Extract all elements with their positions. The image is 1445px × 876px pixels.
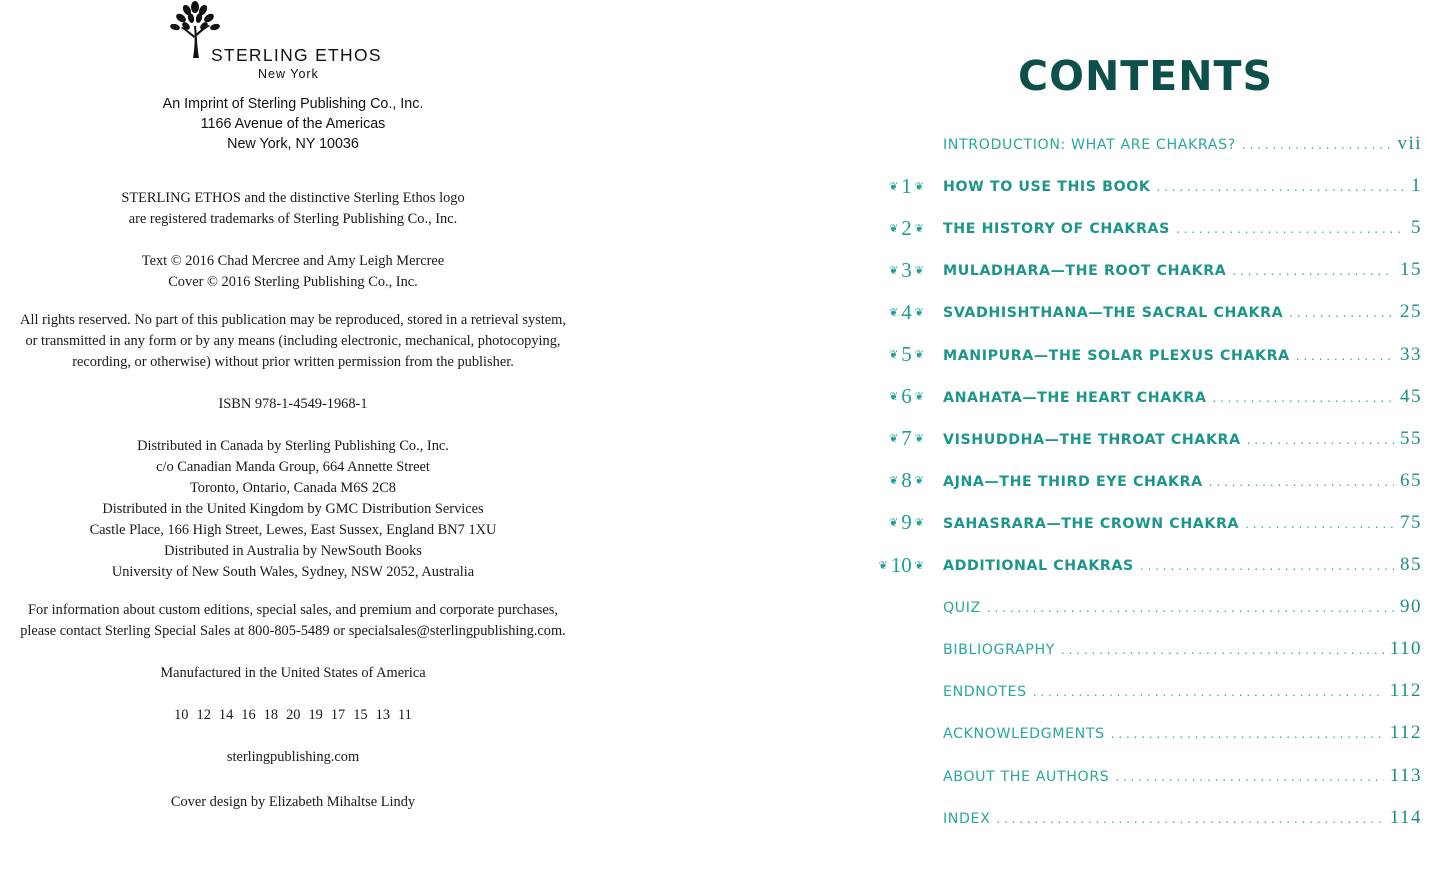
manufactured-note: Manufactured in the United States of America (160, 665, 426, 681)
toc-label: ENDNOTES (943, 684, 1027, 701)
toc-page-number: 25 (1400, 301, 1422, 323)
sales-line: please contact Sterling Special Sales at 800-805-5489 or specialsales@sterlingpublishing.com. (20, 623, 566, 639)
dot-leader (1213, 386, 1394, 410)
dot-leader (996, 807, 1383, 831)
chapter-number: 6 (901, 384, 912, 409)
dot-leader (1061, 638, 1384, 662)
chapter-marker (860, 174, 924, 198)
toc-label: MANIPURA—THE SOLAR PLEXUS CHAKRA (943, 347, 1290, 364)
chapter-marker (860, 427, 924, 451)
distribution-line: Distributed in the United Kingdom by GMC Distribution Services (102, 501, 484, 517)
imprint-line: An Imprint of Sterling Publishing Co., Inc. (162, 96, 424, 112)
toc-entry (860, 721, 1422, 745)
toc-entry (860, 258, 1422, 282)
website: sterlingpublishing.com (226, 749, 360, 765)
toc-label: AJNA—THE THIRD EYE CHAKRA (943, 473, 1203, 490)
toc-line (943, 553, 1422, 577)
rights-block (0, 310, 586, 373)
cover-design-credit: Cover design by Elizabeth Mihaltse Lindy (170, 794, 416, 810)
copyright-line: Text © 2016 Chad Mercree and Amy Leigh Mercree (141, 253, 445, 269)
print-number: 19 (308, 707, 323, 723)
dot-leader (1289, 301, 1394, 325)
toc-line (943, 637, 1422, 661)
ornament-icon: ❦ (889, 221, 899, 235)
chapter-marker (860, 595, 924, 619)
toc-entry (860, 511, 1422, 535)
toc-line (943, 511, 1422, 535)
print-number: 13 (375, 707, 391, 723)
ornament-icon: ❦ (889, 474, 899, 488)
chapter-number: 1 (901, 173, 912, 198)
distribution-line: Castle Place, 166 High Street, Lewes, East Sussex, England BN7 1XU (89, 522, 497, 538)
toc-page-number: 1 (1411, 175, 1422, 197)
distribution-line: Distributed in Australia by NewSouth Books (164, 543, 422, 559)
ornament-icon: ❦ (914, 432, 924, 446)
print-number: 17 (330, 707, 346, 723)
chapter-marker (860, 721, 924, 745)
toc-label: INTRODUCTION: WHAT ARE CHAKRAS? (943, 137, 1236, 153)
dot-leader (1245, 512, 1394, 536)
toc-entry (860, 132, 1422, 156)
imprint-line: 1166 Avenue of the Americas (200, 116, 386, 132)
toc-page-number: 45 (1400, 385, 1422, 407)
chapter-marker (860, 679, 924, 703)
toc-entry (860, 343, 1422, 367)
toc-label: ACKNOWLEDGMENTS (943, 726, 1105, 743)
chapter-number: 7 (901, 426, 912, 451)
chapter-number: 10 (890, 552, 912, 577)
chapter-marker (860, 132, 924, 156)
toc-page-number: 112 (1389, 722, 1422, 744)
toc-line (943, 806, 1422, 830)
toc-page-number: 15 (1400, 259, 1422, 281)
dot-leader (1140, 554, 1394, 578)
toc-page-number: 55 (1400, 427, 1422, 449)
chapter-marker (860, 258, 924, 282)
chapter-marker (860, 511, 924, 535)
chapter-marker (860, 764, 924, 788)
print-number: 15 (353, 707, 368, 723)
dot-leader (1033, 680, 1384, 704)
toc-line (943, 427, 1422, 451)
toc-entry (860, 764, 1422, 788)
ornament-icon: ❦ (889, 432, 899, 446)
dot-leader (1157, 175, 1406, 199)
copyright-line: Cover © 2016 Sterling Publishing Co., Inc. (168, 274, 418, 290)
ornament-icon: ❦ (914, 516, 924, 530)
chapter-marker (860, 469, 924, 493)
dot-leader (1111, 722, 1384, 746)
contents-page (860, 0, 1445, 876)
ornament-icon: ❦ (914, 263, 924, 277)
chapter-number: 9 (901, 510, 912, 535)
toc-page-number: 33 (1400, 343, 1422, 365)
ornament-icon: ❦ (914, 221, 924, 235)
toc-line (943, 300, 1422, 324)
toc-page-number: 65 (1400, 469, 1422, 491)
publisher-logo (165, 0, 385, 84)
toc-line (943, 132, 1422, 156)
imprint-line: New York, NY 10036 (227, 136, 359, 152)
rights-line: or transmitted in any form or by any means (including electronic, mechanical, photocopying, (25, 333, 561, 349)
print-number: 14 (218, 707, 234, 723)
toc-line (943, 595, 1422, 619)
ornament-icon: ❦ (914, 474, 924, 488)
distribution-line: University of New South Wales, Sydney, NSW 2052, Australia (111, 564, 475, 580)
toc-label: INDEX (943, 810, 991, 827)
contents-title: CONTENTS (1018, 52, 1274, 100)
print-number: 10 (174, 707, 189, 723)
toc-label: MULADHARA—THE ROOT CHAKRA (943, 263, 1227, 280)
chapter-number: 4 (901, 299, 912, 324)
ornament-icon: ❦ (889, 263, 899, 277)
toc-line (943, 216, 1422, 240)
toc-line (943, 174, 1422, 198)
toc-entry (860, 553, 1422, 577)
toc-entry (860, 427, 1422, 451)
chapter-marker (860, 216, 924, 240)
ornament-icon: ❦ (878, 558, 888, 572)
toc-entry (860, 469, 1422, 493)
ornament-icon: ❦ (914, 305, 924, 319)
ornament-icon: ❦ (889, 390, 899, 404)
dot-leader (1242, 133, 1392, 157)
chapter-number: 2 (901, 215, 912, 240)
toc-entry (860, 300, 1422, 324)
trademark-block (0, 188, 586, 230)
ornament-icon: ❦ (889, 348, 899, 361)
distribution-line: Distributed in Canada by Sterling Publishing Co., Inc. (137, 438, 449, 454)
toc-entry (860, 679, 1422, 703)
chapter-number: 5 (901, 342, 912, 366)
toc-line (943, 679, 1422, 703)
toc-page-number: 90 (1400, 596, 1422, 618)
ornament-icon: ❦ (889, 516, 899, 530)
toc-label: ADDITIONAL CHAKRAS (943, 558, 1134, 574)
dot-leader (1247, 428, 1394, 452)
toc-page-number: 110 (1389, 638, 1422, 660)
dot-leader (1209, 470, 1394, 494)
toc-line (943, 721, 1422, 745)
toc-label: HOW TO USE THIS BOOK (943, 179, 1151, 196)
toc-entry (860, 637, 1422, 661)
print-number: 20 (286, 707, 301, 723)
chapter-marker (860, 806, 924, 830)
toc-line (943, 764, 1422, 788)
print-number: 16 (241, 707, 256, 723)
ornament-icon: ❦ (914, 390, 924, 404)
copyright-block (0, 251, 586, 293)
trademark-line: STERLING ETHOS and the distinctive Sterling Ethos logo (121, 190, 465, 206)
chapter-marker (860, 553, 924, 577)
dot-leader (1232, 259, 1394, 283)
dot-leader (1115, 765, 1383, 789)
toc-entry (860, 595, 1422, 619)
dot-leader (1176, 217, 1405, 241)
print-line (0, 705, 586, 726)
toc-entry (860, 216, 1422, 240)
chapter-marker (860, 637, 924, 661)
toc-line (943, 469, 1422, 493)
ornament-icon: ❦ (914, 558, 924, 572)
chapter-marker (860, 300, 924, 324)
toc-page-number: vii (1397, 133, 1422, 154)
chapter-number: 3 (901, 257, 912, 282)
toc-line (943, 343, 1422, 367)
ornament-icon: ❦ (889, 179, 899, 193)
toc-label: THE HISTORY OF CHAKRAS (943, 221, 1170, 238)
ornament-icon: ❦ (914, 348, 924, 361)
toc-page-number: 113 (1389, 764, 1422, 786)
copyright-page (0, 0, 586, 876)
rights-line: All rights reserved. No part of this publication may be reproduced, stored in a retrieval system, (20, 312, 566, 328)
toc-page-number: 114 (1389, 806, 1422, 828)
chapter-marker (860, 343, 924, 367)
imprint-block (0, 94, 586, 154)
toc-label: QUIZ (943, 600, 981, 617)
chapter-marker (860, 385, 924, 409)
ornament-icon: ❦ (914, 179, 924, 193)
toc-page-number: 112 (1389, 680, 1422, 702)
distribution-line: Toronto, Ontario, Canada M6S 2C8 (189, 480, 397, 496)
distribution-line: c/o Canadian Manda Group, 664 Annette Street (156, 459, 430, 475)
sales-line: For information about custom editions, special sales, and premium and corporate purchases, (28, 602, 558, 618)
isbn: ISBN 978-1-4549-1968-1 (218, 396, 368, 412)
sales-block (0, 600, 586, 642)
publisher-city: New York (258, 67, 319, 81)
toc-label: BIBLIOGRAPHY (943, 642, 1055, 659)
toc-label: SAHASRARA—THE CROWN CHAKRA (943, 515, 1240, 532)
distribution-block (0, 436, 586, 583)
toc-entry (860, 174, 1422, 198)
toc-label: ANAHATA—THE HEART CHAKRA (943, 389, 1207, 406)
ornament-icon: ❦ (889, 305, 899, 319)
toc-page-number: 75 (1400, 511, 1422, 533)
toc-label: VISHUDDHA—THE THROAT CHAKRA (943, 431, 1241, 448)
toc-entry (860, 806, 1422, 830)
toc-label: ABOUT THE AUTHORS (943, 768, 1110, 785)
chapter-number: 8 (901, 468, 912, 493)
print-number: 12 (196, 707, 211, 723)
toc-entry (860, 385, 1422, 409)
publisher-name: STERLING ETHOS (211, 45, 382, 65)
trademark-line: are registered trademarks of Sterling Publishing Co., Inc. (128, 211, 458, 227)
toc-line (943, 258, 1422, 282)
dot-leader (987, 596, 1394, 620)
dot-leader (1296, 344, 1394, 368)
rights-line: recording, or otherwise) without prior written permission from the publisher. (72, 354, 514, 370)
toc-label: SVADHISHTHANA—THE SACRAL CHAKRA (943, 305, 1284, 322)
print-number: 11 (398, 707, 412, 723)
print-number: 18 (263, 707, 279, 723)
toc-page-number: 5 (1411, 217, 1422, 239)
toc-page-number: 85 (1400, 554, 1422, 575)
toc-line (943, 385, 1422, 409)
